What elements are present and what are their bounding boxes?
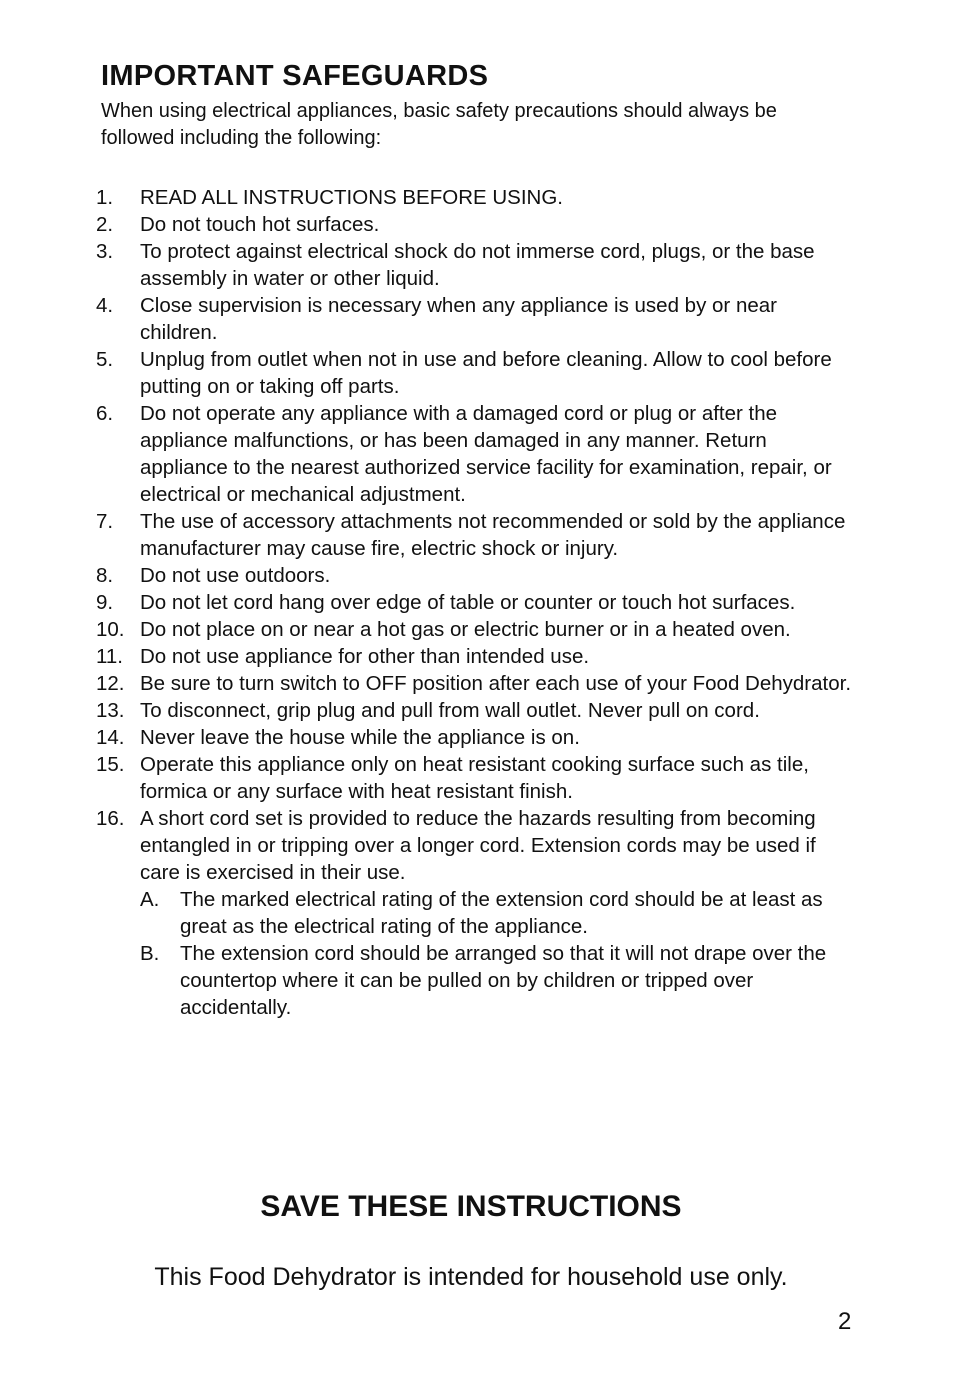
- list-item: [96, 508, 856, 562]
- sub-item-letter: B.: [140, 942, 160, 965]
- item-number: 16.: [96, 807, 125, 830]
- list-item: [96, 589, 856, 616]
- item-text: Do not place on or near a hot gas or electric burner or in a heated oven.: [140, 618, 791, 641]
- item-number: 9.: [96, 591, 114, 614]
- item-text: Close supervision is necessary when any appliance is used by or near children.: [140, 294, 777, 344]
- list-item: [96, 562, 856, 589]
- item-number: 3.: [96, 240, 114, 263]
- item-text: Never leave the house while the appliance is on.: [140, 726, 580, 749]
- save-instructions-heading: SAVE THESE INSTRUCTIONS: [260, 1190, 682, 1223]
- item-number: 14.: [96, 726, 125, 749]
- list-item: [96, 724, 856, 751]
- list-item: [96, 616, 856, 643]
- item-number: 1.: [96, 186, 114, 209]
- list-item: [96, 292, 856, 346]
- item-text: READ ALL INSTRUCTIONS BEFORE USING.: [140, 186, 563, 209]
- household-use-note: This Food Dehydrator is intended for household use only.: [154, 1263, 788, 1291]
- item-number: 4.: [96, 294, 114, 317]
- item-number: 2.: [96, 213, 114, 236]
- item-text: Do not use appliance for other than intended use.: [140, 645, 590, 668]
- list-item: [96, 346, 856, 400]
- item-text: Do not use outdoors.: [140, 564, 331, 587]
- item-text: Unplug from outlet when not in use and before cleaning. Allow to cool before putting on or taking off parts.: [140, 348, 832, 398]
- sub-item: [140, 886, 856, 940]
- item-text: Operate this appliance only on heat resistant cooking surface such as tile, formica or any surface with heat resistant finish.: [140, 753, 809, 803]
- page-title: IMPORTANT SAFEGUARDS: [101, 60, 489, 92]
- item-number: 13.: [96, 699, 125, 722]
- item-text: Do not touch hot surfaces.: [140, 213, 380, 236]
- list-item: [96, 697, 856, 724]
- sub-item-letter: A.: [140, 888, 160, 911]
- intro-paragraph: When using electrical appliances, basic safety precautions should always be followed including the following:: [101, 100, 777, 149]
- safeguards-list: [96, 184, 856, 1021]
- item-text: Be sure to turn switch to OFF position after each use of your Food Dehydrator.: [140, 672, 852, 695]
- list-item: [96, 400, 856, 508]
- item-number: 15.: [96, 753, 125, 776]
- item-text: To protect against electrical shock do not immerse cord, plugs, or the base assembly in water or other liquid.: [140, 240, 815, 290]
- item-number: 10.: [96, 618, 125, 641]
- list-item: [96, 751, 856, 805]
- item-text: The use of accessory attachments not recommended or sold by the appliance manufacturer may cause fire, electric shock or injury.: [140, 510, 846, 560]
- list-item: [96, 184, 856, 211]
- sub-item: [140, 940, 856, 1021]
- item-number: 8.: [96, 564, 114, 587]
- item-number: 6.: [96, 402, 114, 425]
- item-text-block: [140, 805, 856, 1021]
- sub-item-text: The marked electrical rating of the extension cord should be at least as great as the electrical rating of the appliance.: [180, 888, 823, 938]
- item-number: 12.: [96, 672, 125, 695]
- item-text: Do not operate any appliance with a damaged cord or plug or after the appliance malfunctions, or has been damaged in any manner. Return appliance to the nearest authorized service facility for examination, repair, or electrical or mechanical adjustment.: [140, 402, 832, 506]
- list-item: [96, 670, 856, 697]
- item-number: 11.: [96, 645, 123, 668]
- item-number: 7.: [96, 510, 114, 533]
- list-item: [96, 238, 856, 292]
- sub-item-text: The extension cord should be arranged so that it will not drape over the countertop where it can be pulled on by children or tripped over accidentally.: [180, 942, 827, 1019]
- item-text: A short cord set is provided to reduce the hazards resulting from becoming entangled in or tripping over a longer cord. Extension cords may be used if care is exercised in their use.: [140, 807, 816, 884]
- item-text: Do not let cord hang over edge of table or counter or touch hot surfaces.: [140, 591, 796, 614]
- list-item: [96, 805, 856, 1021]
- list-item: [96, 643, 856, 670]
- item-text: To disconnect, grip plug and pull from wall outlet. Never pull on cord.: [140, 699, 760, 722]
- list-item: [96, 211, 856, 238]
- item-number: 5.: [96, 348, 114, 371]
- page-number: 2: [838, 1308, 852, 1335]
